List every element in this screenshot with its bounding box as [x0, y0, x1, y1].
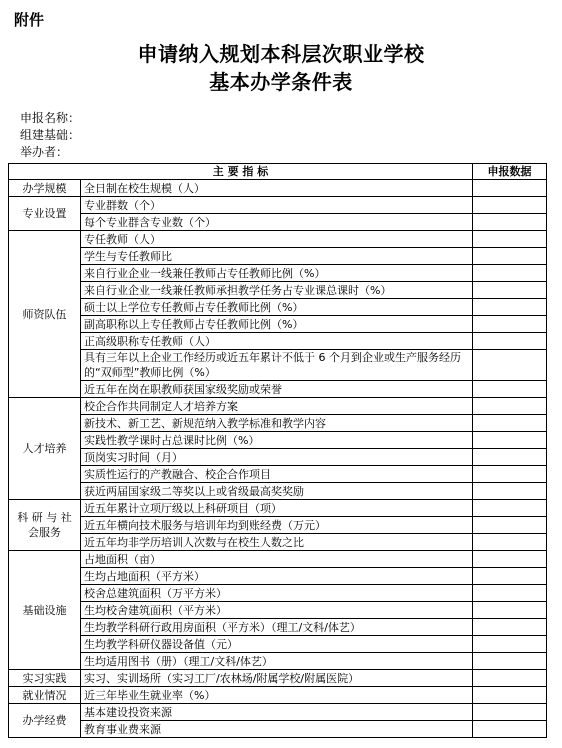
indicator-cell: 来自行业企业一线兼任教师占专任教师比例（%）	[81, 265, 473, 282]
table-row	[9, 670, 547, 687]
category-cell: 就业情况	[9, 687, 81, 704]
table-row	[9, 636, 547, 653]
indicator-cell: 校舍总建筑面积（万平方米）	[81, 585, 473, 602]
table-row	[9, 704, 547, 721]
table-row	[9, 585, 547, 602]
data-entry-cell[interactable]	[473, 602, 547, 619]
header-data: 申报数据	[473, 164, 547, 180]
indicator-cell: 每个专业群含专业数（个）	[81, 214, 473, 231]
data-entry-cell[interactable]	[473, 653, 547, 670]
indicator-cell: 生均教学科研行政用房面积（平方米）（理工/文科/体艺）	[81, 619, 473, 636]
table-row	[9, 180, 547, 197]
category-cell: 基础设施	[9, 551, 81, 670]
category-cell: 实习实践	[9, 670, 81, 687]
table-row	[9, 214, 547, 231]
data-entry-cell[interactable]	[473, 282, 547, 299]
table-row	[9, 415, 547, 432]
table-row	[9, 653, 547, 670]
data-entry-cell[interactable]	[473, 265, 547, 282]
data-entry-cell[interactable]	[473, 585, 547, 602]
table-row	[9, 619, 547, 636]
data-entry-cell[interactable]	[473, 333, 547, 350]
indicator-cell: 副高职称以上专任教师占专任教师比例（%）	[81, 316, 473, 333]
indicator-cell: 顶岗实习时间（月）	[81, 449, 473, 466]
table-row	[9, 602, 547, 619]
indicator-cell: 全日制在校生规模（人）	[81, 180, 473, 197]
indicator-cell: 来自行业企业一线兼任教师承担教学任务占专业课总课时（%）	[81, 282, 473, 299]
building-base-label: 组建基础：	[20, 128, 81, 142]
data-entry-cell[interactable]	[473, 398, 547, 415]
indicator-cell: 硕士以上学位专任教师占专任教师比例（%）	[81, 299, 473, 316]
table-row	[9, 299, 547, 316]
conditions-table	[8, 163, 547, 738]
indicator-cell: 生均适用图书（册）（理工/文科/体艺）	[81, 653, 473, 670]
table-row	[9, 316, 547, 333]
data-entry-cell[interactable]	[473, 500, 547, 517]
table-row	[9, 333, 547, 350]
table-row	[9, 483, 547, 500]
data-entry-cell[interactable]	[473, 721, 547, 738]
indicator-cell: 近三年毕业生就业率（%）	[81, 687, 473, 704]
indicator-cell: 学生与专任教师比	[81, 248, 473, 265]
data-entry-cell[interactable]	[473, 517, 547, 534]
table-row	[9, 500, 547, 517]
table-row	[9, 248, 547, 265]
table-header-row	[9, 164, 547, 180]
table-row	[9, 551, 547, 568]
data-entry-cell[interactable]	[473, 636, 547, 653]
table-row	[9, 350, 547, 381]
data-entry-cell[interactable]	[473, 432, 547, 449]
data-entry-cell[interactable]	[473, 299, 547, 316]
indicator-cell: 生均占地面积（平方米）	[81, 568, 473, 585]
category-cell: 师资队伍	[9, 231, 81, 398]
page-title-line2: 基本办学条件表	[209, 70, 353, 94]
table-row	[9, 231, 547, 248]
indicator-cell: 教育事业费来源	[81, 721, 473, 738]
indicator-cell: 获近两届国家级二等奖以上或省级最高奖奖励	[81, 483, 473, 500]
table-row	[9, 197, 547, 214]
category-cell: 办学规模	[9, 180, 81, 197]
indicator-cell: 近五年均非学历培训人次数与在校生人数之比	[81, 534, 473, 551]
data-entry-cell[interactable]	[473, 483, 547, 500]
indicator-cell: 新技术、新工艺、新规范纳入教学标准和教学内容	[81, 415, 473, 432]
table-row	[9, 721, 547, 738]
table-row	[9, 687, 547, 704]
data-entry-cell[interactable]	[473, 619, 547, 636]
table-row	[9, 265, 547, 282]
table-row	[9, 466, 547, 483]
category-cell: 办学经费	[9, 704, 81, 738]
category-cell: 人才培养	[9, 398, 81, 500]
indicator-cell: 实质性运行的产教融合、校企合作项目	[81, 466, 473, 483]
table-row	[9, 381, 547, 398]
table-row	[9, 568, 547, 585]
indicator-cell: 近五年累计立项厅级以上科研项目（项）	[81, 500, 473, 517]
table-row	[9, 398, 547, 415]
indicator-cell: 专任教师（人）	[81, 231, 473, 248]
indicator-cell: 近五年横向技术服务与培训年均到账经费（万元）	[81, 517, 473, 534]
applicant-name-label: 申报名称：	[20, 111, 81, 125]
category-cell: 科 研 与 社会服务	[9, 500, 81, 551]
indicator-cell: 具有三年以上企业工作经历或近五年累计不低于 6 个月到企业或生产服务经历的“双师型”教师比例（%）	[81, 350, 473, 381]
data-entry-cell[interactable]	[473, 670, 547, 687]
indicator-cell: 占地面积（亩）	[81, 551, 473, 568]
table-row	[9, 282, 547, 299]
data-entry-cell[interactable]	[473, 687, 547, 704]
indicator-cell: 实践性教学课时占总课时比例（%）	[81, 432, 473, 449]
header-indicator: 主 要 指 标	[9, 164, 473, 180]
indicator-cell: 近五年在岗在职教师获国家级奖励或荣誉	[81, 381, 473, 398]
data-entry-cell[interactable]	[473, 449, 547, 466]
data-entry-cell[interactable]	[473, 381, 547, 398]
organizer-label: 举办者：	[20, 145, 69, 159]
category-cell: 专业设置	[9, 197, 81, 231]
indicator-cell: 基本建设投资来源	[81, 704, 473, 721]
indicator-cell: 实习、实训场所（实习工厂/农林场/附属学校/附属医院）	[81, 670, 473, 687]
indicator-cell: 生均校舍建筑面积（平方米）	[81, 602, 473, 619]
attachment-label: 附件	[14, 11, 45, 29]
page-title-line1: 申请纳入规划本科层次职业学校	[137, 42, 425, 66]
indicator-cell: 生均教学科研仪器设备值（元）	[81, 636, 473, 653]
data-entry-cell[interactable]	[473, 316, 547, 333]
data-entry-cell[interactable]	[473, 248, 547, 265]
data-entry-cell[interactable]	[473, 704, 547, 721]
data-entry-cell[interactable]	[473, 197, 547, 214]
data-entry-cell[interactable]	[473, 466, 547, 483]
data-entry-cell[interactable]	[473, 415, 547, 432]
indicator-cell: 专业群数（个）	[81, 197, 473, 214]
indicator-cell: 正高级职称专任教师（人）	[81, 333, 473, 350]
table-row	[9, 517, 547, 534]
data-entry-cell[interactable]	[473, 231, 547, 248]
data-entry-cell[interactable]	[473, 568, 547, 585]
table-row	[9, 449, 547, 466]
indicator-cell: 校企合作共同制定人才培养方案	[81, 398, 473, 415]
data-entry-cell[interactable]	[473, 551, 547, 568]
table-body	[9, 180, 547, 738]
table-row	[9, 534, 547, 551]
data-entry-cell[interactable]	[473, 350, 547, 381]
table-row	[9, 432, 547, 449]
data-entry-cell[interactable]	[473, 534, 547, 551]
data-entry-cell[interactable]	[473, 214, 547, 231]
data-entry-cell[interactable]	[473, 180, 547, 197]
